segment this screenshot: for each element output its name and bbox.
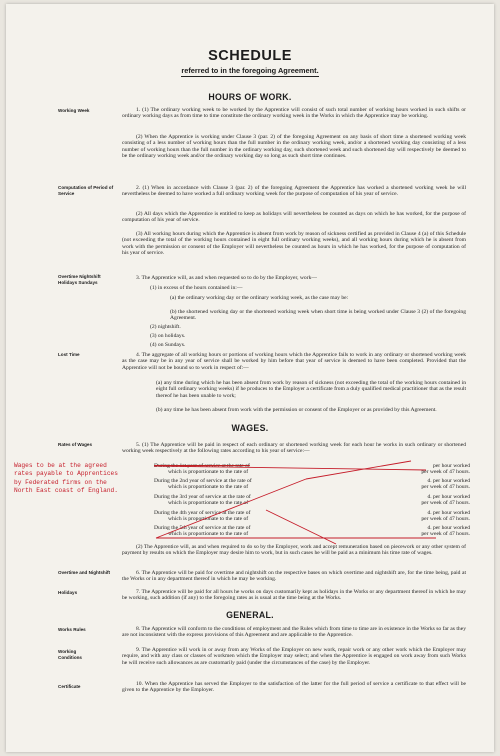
clause-9: 9. The Apprentice will work in or away from any Works of the Employer on new work, repair work or any other work which the Employer may require, and with any class or classes of workmen which the Employer may select; and when the Apprentice is engaged on work away from such Works he will receive such allowances as are customarily paid (under the circumstances of the case) by the Employer. [122, 647, 466, 666]
margin-rates-of-wages: Rates of Wages [58, 442, 93, 447]
rate-row-4-right: d. per hour worked [427, 510, 470, 516]
rate-row-3-left: During the 3rd year of service at the rate of [154, 494, 251, 500]
rate-row-2-sub: which is proportionate to the rate of [168, 484, 249, 490]
clause-2-3: (3) All working hours during which the Apprentice is absent from work by reason of sickness certified as provided in Clause 4 (a) of this Schedule (not exceeding the total of the working hours contained in eight full ordinary working weeks), and all working hours during which he is absent from work with the permission or consent of the Employer will nevertheless be counted as hours in which he has worked, for the purpose of computation of his year of service. [122, 231, 466, 257]
heading-hours-of-work: HOURS OF WORK. [208, 92, 292, 102]
rate-row-4-left: During the 4th year of service at the rate of [154, 510, 251, 516]
margin-certificate: Certificate [58, 684, 81, 689]
margin-holidays: Holidays [58, 590, 78, 595]
document-page [6, 4, 494, 752]
margin-works-rules: Works Rules [58, 627, 86, 632]
clause-4-a: (a) any time during which he has been absent from work by reason of sickness (not exceeding the total of the working hours contained in eight full ordinary working weeks) if he produces to the Employer a certificate from a duly qualified medical practitioner that as the result thereof he has been unable to work; [156, 380, 466, 399]
rate-row-1-right: per hour worked [433, 463, 470, 469]
clause-4: 4. The aggregate of all working hours or portions of working hours which the Apprentice fails to work in any ordinary or shortened working week as the case may be in any year of service shall be worked by him before that year of service is deemed to have been completed. Provided that the Apprentice will not be bound so to work in respect of:— [122, 352, 466, 371]
clause-7: 7. The Apprentice will be paid for all hours he works on days customarily kept as holidays in the Works or any department thereof in which he may be working, such addition (if any) to the foregoing rates as is usual at the time being at the Works. [122, 589, 466, 602]
strike-line-2 [156, 479, 306, 538]
clause-3-3: (3) on holidays. [150, 333, 186, 339]
margin-overtime: Overtime Nightshift Holidays Sundays [58, 274, 101, 285]
rate-row-3-right-sub: per week of 47 hours. [421, 500, 470, 506]
margin-working-conditions: Working Conditions [58, 649, 82, 660]
rate-row-5-sub: which is proportionate to the rate of [168, 531, 249, 537]
red-strike-marks [6, 4, 494, 752]
clause-5-1: 5. (1) The Apprentice will be paid in respect of each ordinary or shortened working week for each hour he works in such ordinary or shortened working week respectively at the following rates according to his year of service:— [122, 442, 466, 455]
rate-row-2-right-sub: per week of 47 hours. [421, 484, 470, 490]
heading-wages: WAGES. [231, 423, 269, 433]
clause-3-1-a: (a) the ordinary working day or the ordinary working week, as the case may be: [170, 295, 349, 301]
rate-row-5-left: During the 5th year of service at the rate of [154, 525, 251, 531]
clause-5-2: (2) The Apprentice will, as and when required to do so by the Employer, work and accept remuneration based on piecework or any other system of payment by results on which the Employer may desire him to work, but in such cases he will be paid as a minimum his time rate of wages. [122, 544, 466, 557]
clause-3-2: (2) nightshift. [150, 324, 181, 330]
clause-3-1-b: (b) the shortened working day or the shortened working week when short time is being worked under Clause 3 (2) of the foregoing Agreement. [170, 309, 466, 322]
rate-row-2-right: d. per hour worked [427, 478, 470, 484]
rate-row-1-left: During the 1st year of service at the rate of [154, 463, 250, 469]
clause-4-b: (b) any time he has been absent from work with the permission or consent of the Employer or as provided by this Agreement. [156, 407, 437, 413]
clause-8: 8. The Apprentice will conform to the conditions of employment and the Rules which from time to time are in existence in the Works so far as they are not inconsistent with the express provisions of this Agreement and are applicable to the Apprentice. [122, 626, 466, 639]
strike-line-3 [306, 461, 411, 479]
margin-overtime-nightshift: Overtime and Nightshift [58, 570, 111, 575]
rate-row-5-right-sub: per week of 47 hours. [421, 531, 470, 537]
schedule-subtitle: referred to in the foregoing Agreement. [181, 66, 319, 75]
strike-line-1 [154, 466, 426, 470]
clause-1-1: 1. (1) The ordinary working week to be worked by the Apprentice will consist of such total number of working hours worked in such shifts or ordinary working days as from time to time constitute the ordinary working week in the Works in which the Apprentice may be working. [122, 107, 466, 120]
margin-computation: Computation of Period of Service [58, 185, 114, 196]
rate-row-3-sub: which is proportionate to the rate of [168, 500, 249, 506]
margin-working-week: Working Week [58, 108, 90, 113]
rate-row-1-right-sub: per week of 47 hours. [421, 469, 470, 475]
clause-6: 6. The Apprentice will be paid for overtime and nightshift on the respective bases on which overtime and nightshift are, for the time being, paid at the Works or in any department thereof in which he may be working. [122, 570, 466, 583]
schedule-title: SCHEDULE [208, 48, 292, 64]
clause-1-2: (2) When the Apprentice is working under Clause 3 (par. 2) of the foregoing Agreement on any basis of short time a shortened working week consisting of a less number of working hours than the full number in the ordinary working week, and/or a shortened working day consisting of a less number of working hours than the full number in the ordinary working day, such shortened week and such shortened day will respectively be deemed to be the ordinary working week and/or the ordinary working day so long as such short time continues. [122, 134, 466, 160]
clause-3-4: (4) on Sundays. [150, 342, 186, 348]
margin-lost-time: Lost Time [58, 352, 80, 357]
clause-3-1: (1) in excess of the hours contained in:— [150, 285, 243, 291]
rate-row-1-sub: which is proportionate to the rate of [168, 469, 249, 475]
clause-2-2: (2) All days which the Apprentice is entitled to keep as holidays will nevertheless be counted as days on which he has worked, for the purpose of computation of his year of service. [122, 211, 466, 224]
rate-row-3-right: d. per hour worked [427, 494, 470, 500]
clause-3: 3. The Apprentice will, as and when requested so to do by the Employer, work— [136, 275, 317, 281]
strike-line-5 [266, 510, 336, 544]
handwritten-annotation: Wages to be at the agreed rates payable to Apprentices by Federated firms on the North East coast of England. [14, 462, 118, 494]
rate-row-4-right-sub: per week of 47 hours. [421, 516, 470, 522]
heading-general: GENERAL. [226, 610, 274, 620]
rate-row-4-sub: which is proportionate to the rate of [168, 516, 249, 522]
clause-10: 10. When the Apprentice has served the Employer to the satisfaction of the latter for the full period of service a certificate to that effect will be given to the Apprentice by the Employer. [122, 681, 466, 694]
clause-2-1: 2. (1) When in accordance with Clause 3 (par. 2) of the foregoing Agreement the Apprentice has worked a shortened working week he will nevertheless be deemed to have worked a full ordinary working week for the purpose of computation of his year of service. [122, 185, 466, 198]
rate-row-5-right: d. per hour worked [427, 525, 470, 531]
rate-row-2-left: During the 2nd year of service at the rate of [154, 478, 252, 484]
